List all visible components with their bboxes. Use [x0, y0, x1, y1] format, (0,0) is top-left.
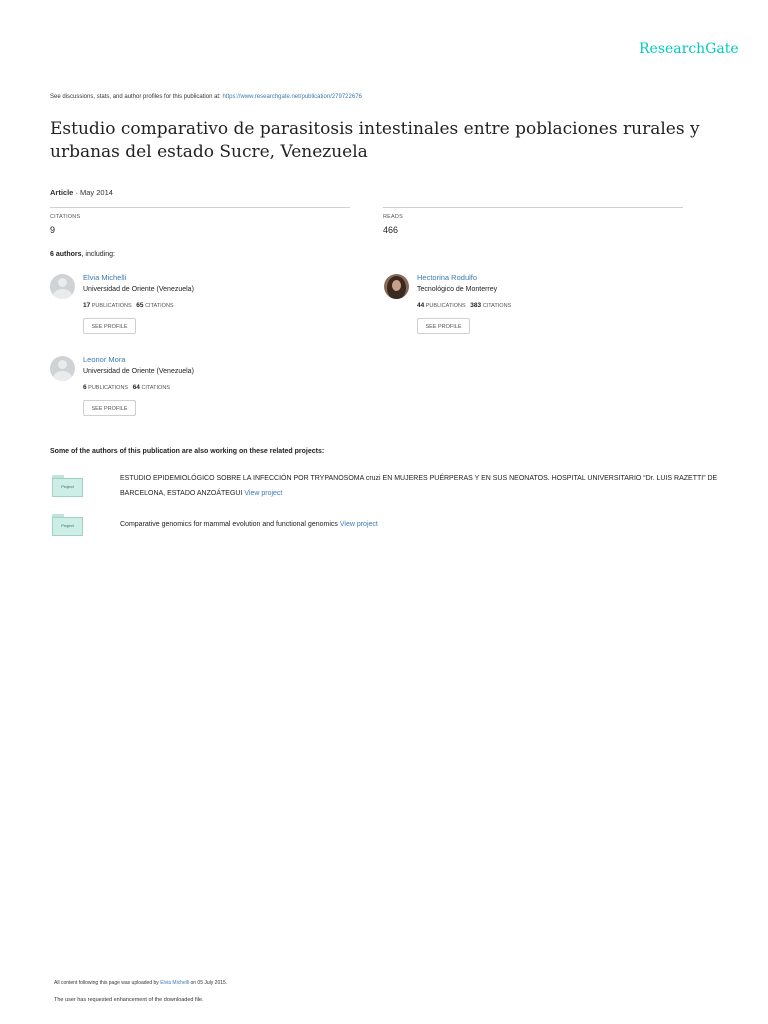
uploader-link[interactable]: Elvia Michelli [160, 980, 190, 986]
author-publications-count: 44 [417, 302, 425, 309]
view-project-link[interactable]: View project [244, 490, 283, 497]
default-avatar-icon[interactable] [50, 274, 75, 299]
reads-divider [383, 207, 683, 208]
author-citations-label: CITATIONS [482, 303, 512, 309]
intro-text: See discussions, stats, and author profiles for this publication at: [50, 94, 223, 100]
project-folder-icon[interactable] [52, 514, 83, 536]
project-folder-icon[interactable] [52, 475, 83, 497]
publication-title: Estudio comparativo de parasitosis intestinales entre poblaciones rurales y urbanas del estado Sucre, Venezuela [50, 119, 700, 162]
author-publications-label: PUBLICATIONS [88, 385, 129, 391]
default-avatar-icon[interactable] [50, 356, 75, 381]
author-name-link[interactable]: Elvia Michelli [83, 273, 127, 282]
publication-date: · May 2014 [73, 188, 113, 197]
author-stats [83, 384, 170, 391]
researchgate-logo[interactable]: ResearchGate [639, 41, 739, 57]
reads-label: READS [383, 214, 403, 220]
publication-type: Article [50, 188, 74, 197]
upload-suffix: on 05 July 2015. [189, 980, 228, 986]
related-projects-header: Some of the authors of this publication are also working on these related projects: [50, 448, 325, 455]
authors-suffix: , including: [81, 251, 115, 258]
project-item [120, 471, 720, 501]
author-publications-label: PUBLICATIONS [91, 303, 132, 309]
publication-meta [50, 188, 113, 197]
author-card-hectorina-rodulfo [384, 274, 684, 344]
authors-count: 6 authors [50, 251, 82, 258]
publication-url-link[interactable]: https://www.researchgate.net/publication/279722676 [222, 94, 362, 100]
project-item [120, 517, 720, 532]
project-icon-label: Project [61, 484, 74, 489]
citations-value: 9 [50, 225, 56, 235]
intro-line [50, 94, 362, 100]
author-card-leonor-mora [50, 356, 350, 426]
author-stats [83, 302, 174, 309]
author-name-link[interactable]: Leonor Mora [83, 355, 126, 364]
author-institution: Universidad de Oriente (Venezuela) [83, 368, 194, 375]
see-profile-button[interactable]: SEE PROFILE [83, 318, 136, 334]
author-citations-label: CITATIONS [141, 385, 170, 391]
author-card-elvia-michelli [50, 274, 350, 344]
photo-avatar[interactable] [384, 274, 409, 299]
author-stats [417, 302, 511, 309]
author-institution: Universidad de Oriente (Venezuela) [83, 286, 194, 293]
project-title: Comparative genomics for mammal evolution and functional genomics [120, 521, 338, 528]
see-profile-button[interactable]: SEE PROFILE [83, 400, 136, 416]
citations-label: CITATIONS [50, 214, 81, 220]
upload-prefix: All content following this page was uploaded by [54, 980, 161, 986]
author-publications-count: 17 [83, 302, 91, 309]
author-citations-label: CITATIONS [145, 303, 174, 309]
author-name-link[interactable]: Hectorina Rodulfo [417, 273, 478, 282]
view-project-link[interactable]: View project [339, 521, 378, 528]
upload-note [54, 980, 227, 986]
authors-header [50, 251, 115, 258]
author-citations-count: 64 [132, 384, 140, 391]
project-title: ESTUDIO EPIDEMIOLÓGICO SOBRE LA INFECCIÓN POR TRYPANOSOMA cruzi EN MUJERES PUÉRPERAS Y EN SUS NEONATOS. HOSPITAL UNIVERSITARIO “Dr. LUIS RAZETTI” DE BARCELONA, ESTADO ANZOÁTEGUI [120, 475, 718, 497]
author-citations-count: 65 [136, 302, 144, 309]
see-profile-button[interactable]: SEE PROFILE [417, 318, 470, 334]
project-icon-label: Project [61, 523, 74, 528]
author-publications-count: 6 [83, 384, 87, 391]
citations-divider [50, 207, 350, 208]
author-publications-label: PUBLICATIONS [425, 303, 466, 309]
author-institution: Tecnológico de Monterrey [417, 286, 498, 293]
enhancement-note: The user has requested enhancement of the downloaded file. [54, 997, 204, 1003]
reads-value: 466 [383, 225, 399, 235]
author-citations-count: 383 [470, 302, 482, 309]
